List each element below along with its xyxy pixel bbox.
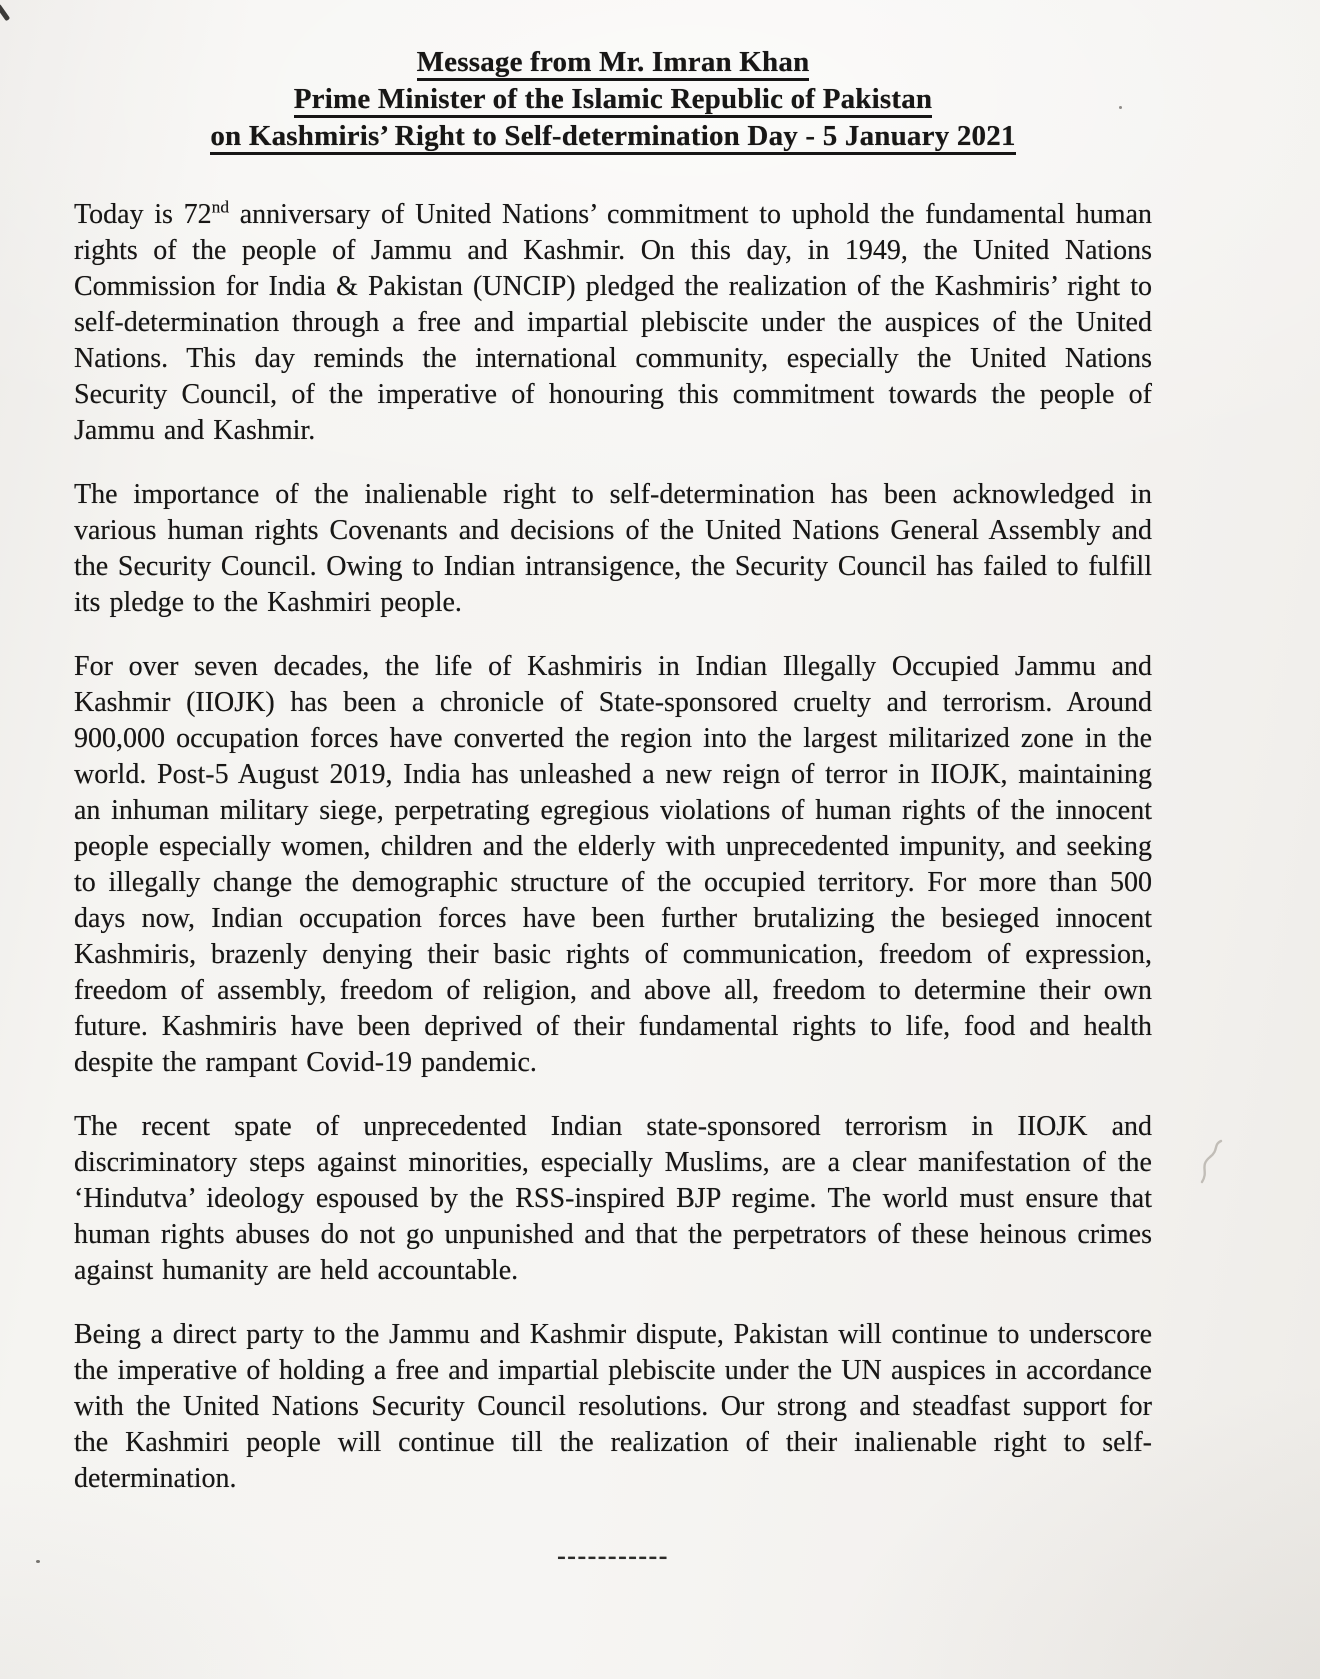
title-line-3-text: on Kashmiris’ Right to Self-determination Day - 5 January 2021 — [210, 120, 1015, 155]
document-body — [74, 197, 1152, 1497]
document-title — [74, 44, 1152, 155]
scan-artifact-corner-mark — [0, 4, 10, 22]
paragraph-5: Being a direct party to the Jammu and Kashmir dispute, Pakistan will continue to underscore the imperative of holding a free and impartial plebiscite under the UN auspices in accordance with the United Nations Security Council resolutions. Our strong and steadfast support for the Kashmiri people will continue till the realization of their inalienable right to self-determination. — [74, 1319, 1152, 1494]
scan-artifact-dot — [36, 1560, 40, 1563]
document-content — [74, 44, 1152, 1571]
paragraph-1-prefix: Today is 72 — [74, 199, 212, 230]
pencil-mark-artifact — [1196, 1138, 1228, 1186]
title-line-1 — [74, 44, 1152, 81]
end-separator: ----------- — [557, 1541, 669, 1570]
title-line-1-text: Message from Mr. Imran Khan — [417, 46, 810, 81]
paragraph-2: The importance of the inalienable right to self-determination has been acknowledged in various human rights Covenants and decisions of the United Nations General Assembly and the Security Council. Owing to Indian intransigence, the Security Council has failed to fulfill its pledge to the Kashmiri people. — [74, 479, 1152, 618]
title-line-2 — [74, 81, 1152, 118]
paragraph-4: The recent spate of unprecedented Indian state-sponsored terrorism in IIOJK and discriminatory steps against minorities, especially Muslims, are a clear manifestation of the ‘Hindutva’ ideology espoused by the RSS-inspired BJP regime. The world must ensure that human rights abuses do not go unpunished and that the perpetrators of these heinous crimes against humanity are held accountable. — [74, 1111, 1152, 1286]
ordinal-superscript: nd — [211, 197, 230, 217]
title-line-2-text: Prime Minister of the Islamic Republic of Pakistan — [294, 83, 933, 118]
title-line-3 — [74, 118, 1152, 155]
paragraph-1 — [74, 197, 1152, 449]
paragraph-1-rest: anniversary of United Nations’ commitment to uphold the fundamental human rights of the people of Jammu and Kashmir. On this day, in 1949, the United Nations Commission for India & Pakistan (UNCIP) pledged the realization of the Kashmiris’ right to self-determination through a free and impartial plebiscite under the auspices of the United Nations. This day reminds the international community, especially the United Nations Security Council, of the imperative of honouring this commitment towards the people of Jammu and Kashmir. — [74, 199, 1152, 446]
paragraph-3: For over seven decades, the life of Kashmiris in Indian Illegally Occupied Jammu and Kashmir (IIOJK) has been a chronicle of State-sponsored cruelty and terrorism. Around 900,000 occupation forces have converted the region into the largest militarized zone in the world. Post-5 August 2019, India has unleashed a new reign of terror in IIOJK, maintaining an inhuman military siege, perpetrating egregious violations of human rights of the innocent people especially women, children and the elderly with unprecedented impunity, and seeking to illegally change the demographic structure of the occupied territory. For more than 500 days now, Indian occupation forces have been further brutalizing the besieged innocent Kashmiris, brazenly denying their basic rights of communication, freedom of expression, freedom of assembly, freedom of religion, and above all, freedom to determine their own future. Kashmiris have been deprived of their fundamental rights to life, food and health despite the rampant Covid-19 pandemic. — [74, 651, 1152, 1078]
